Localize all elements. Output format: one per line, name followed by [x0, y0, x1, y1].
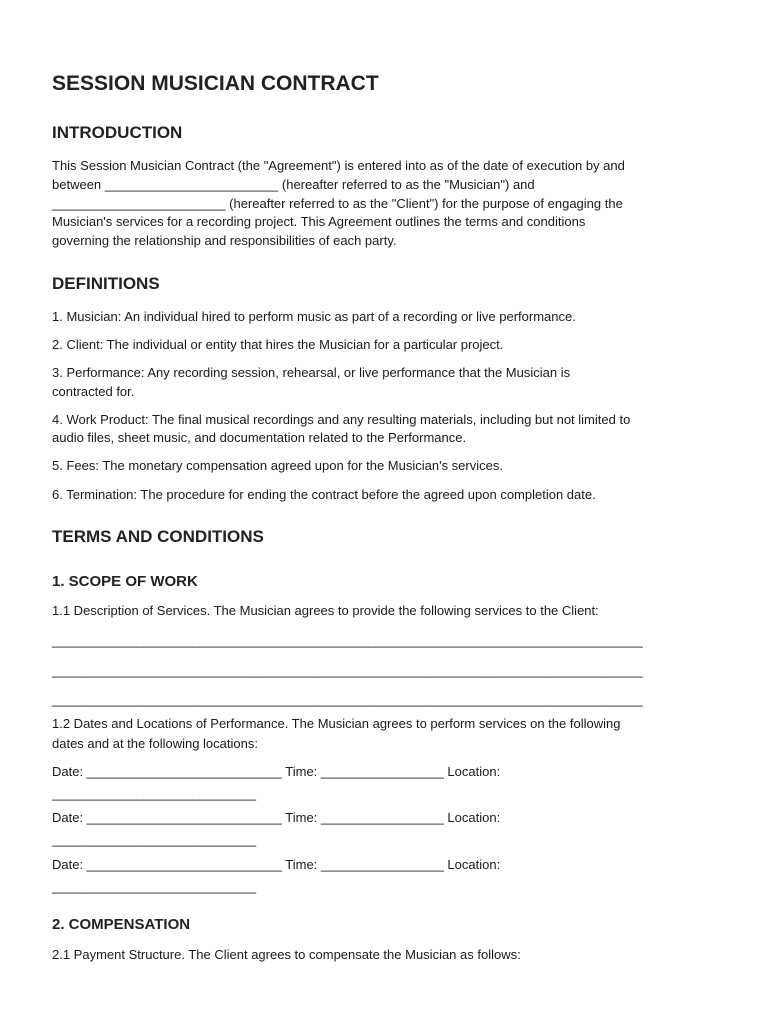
schedule-row: Date: ___________________________ Time: _________________ Location:: [52, 764, 501, 779]
introduction-line: Musician's services for a recording project. This Agreement outlines the terms and conditions: [52, 214, 586, 229]
schedule-row: Date: ___________________________ Time: _________________ Location:: [52, 857, 501, 872]
location-blank: _____________________________: [52, 832, 256, 847]
location-blank: _____________________________: [52, 786, 256, 801]
definitions-heading: DEFINITIONS: [52, 274, 160, 293]
definition-item: audio files, sheet music, and documentation related to the Performance.: [52, 430, 467, 445]
definition-item: 3. Performance: Any recording session, rehearsal, or live performance that the Musician is: [52, 365, 571, 380]
terms-heading: TERMS AND CONDITIONS: [52, 527, 264, 546]
schedule-row: Date: ___________________________ Time: _________________ Location:: [52, 810, 501, 825]
introduction-line: between ________________________ (hereafter referred to as the "Musician") and: [52, 177, 535, 192]
definition-item: 2. Client: The individual or entity that hires the Musician for a particular project.: [52, 337, 504, 352]
compensation-heading: 2. COMPENSATION: [52, 916, 191, 933]
definition-item: 6. Termination: The procedure for ending the contract before the agreed upon completion date.: [52, 487, 596, 502]
definition-item: 5. Fees: The monetary compensation agreed upon for the Musician's services.: [52, 458, 503, 473]
dates-paragraph-line: 1.2 Dates and Locations of Performance. The Musician agrees to perform services on the following: [52, 716, 621, 731]
services-blank-line: ____________________________________________________________________________________: [52, 692, 643, 707]
dates-paragraph-line: dates and at the following locations:: [52, 736, 258, 751]
payment-structure: 2.1 Payment Structure. The Client agrees to compensate the Musician as follows:: [52, 947, 521, 962]
introduction-line: governing the relationship and responsibilities of each party.: [52, 233, 397, 248]
location-blank: _____________________________: [52, 879, 256, 894]
services-blank-line: ____________________________________________________________________________________: [52, 663, 643, 678]
document-title: SESSION MUSICIAN CONTRACT: [52, 72, 379, 95]
services-description: 1.1 Description of Services. The Musician agrees to provide the following services to the Client:: [52, 603, 599, 618]
introduction-heading: INTRODUCTION: [52, 123, 183, 142]
definition-item: contracted for.: [52, 384, 135, 399]
definition-item: 1. Musician: An individual hired to perform music as part of a recording or live performance.: [52, 309, 576, 324]
services-blank-line: ____________________________________________________________________________________: [52, 633, 643, 648]
scope-heading: 1. SCOPE OF WORK: [52, 573, 198, 590]
introduction-line: ________________________ (hereafter referred to as the "Client") for the purpose of engaging the: [52, 196, 623, 211]
introduction-line: This Session Musician Contract (the "Agreement") is entered into as of the date of execution by and: [52, 158, 625, 173]
definition-item: 4. Work Product: The final musical recordings and any resulting materials, including but not limited to: [52, 412, 631, 427]
